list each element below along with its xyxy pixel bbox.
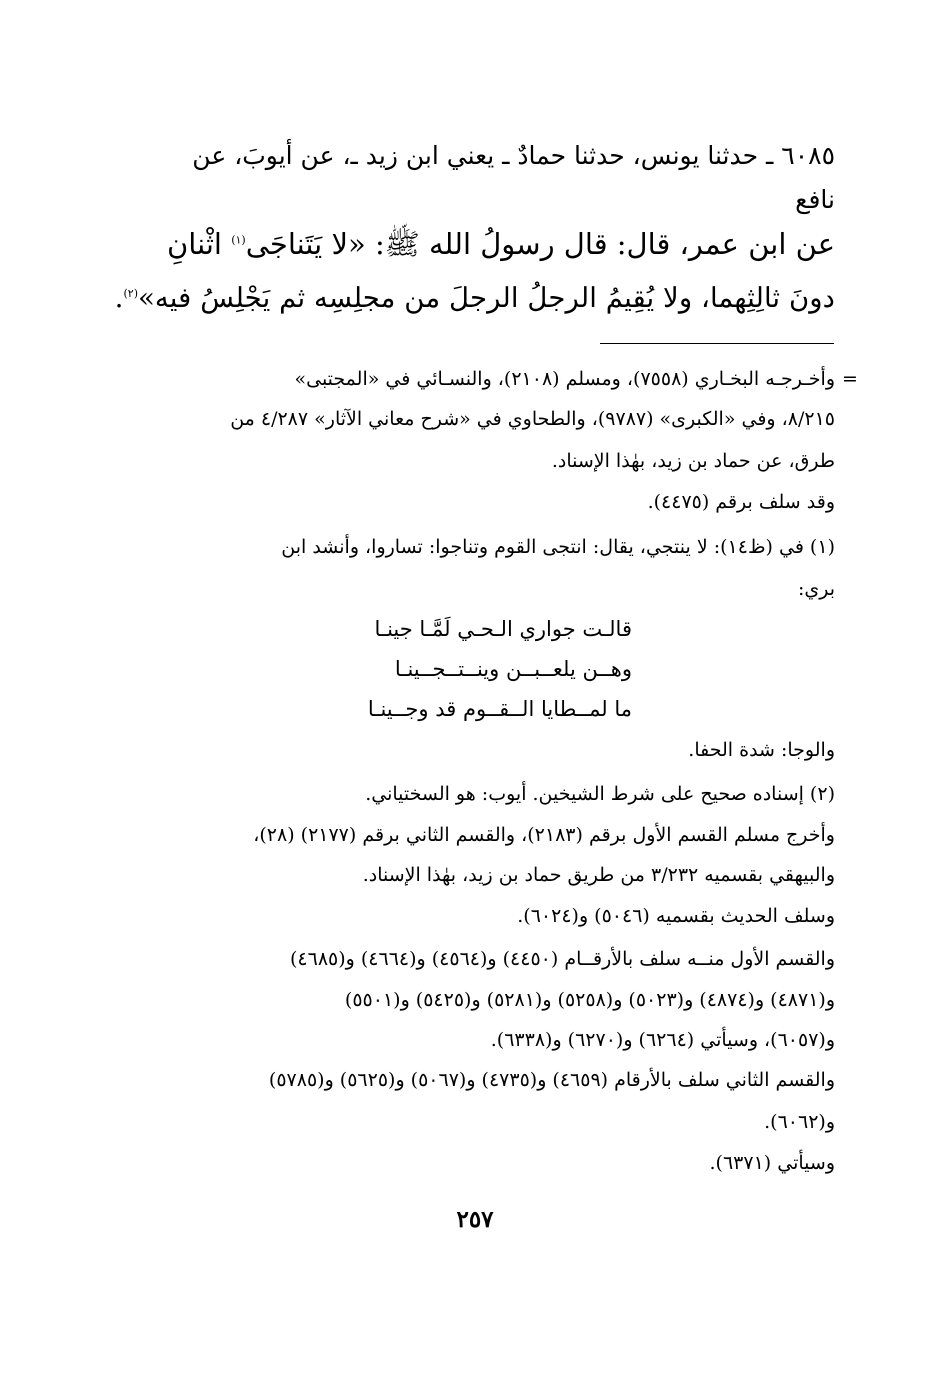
footnote-prev-line-3: طرق، عن حماد بن زيد، بهٰذا الإسناد.: [551, 450, 835, 472]
page-number: ٢٥٧: [456, 1206, 494, 1233]
footnote-2-line-2: وأخرج مسلم القسم الأول برقم (٢١٨٣)، والقسم الثاني برقم (٢١٧٧) (٢٨)،: [253, 824, 835, 846]
footnote-prev-line-1: وأخـرجـه البخـاري (٧٥٥٨)، ومسلم (٢١٠٨)، والنسـائي في «المجتبى»: [294, 368, 835, 390]
continuation-mark: =: [842, 368, 858, 390]
footnote-2-line-6: و(٤٨٧١) و(٤٨٧٤) و(٥٠٢٣) و(٥٢٥٨) و(٥٢٨١) و(٥٤٢٥) و(٥٥٠١): [344, 989, 835, 1011]
hadith-line-3: [166, 227, 835, 261]
footnote-separator: [600, 343, 834, 344]
footnote-2-line-7: و(٦٠٥٧)، وسيأتي (٦٢٦٤) و(٦٢٧٠) و(٦٣٣٨).: [490, 1029, 835, 1051]
footnote-ref-2: (٢): [123, 286, 138, 300]
poem-verse-3: ما لمــطايا الــقــوم قد وجــينـا: [367, 697, 632, 721]
hadith-line-4-text: دونَ ثالِثِهما، ولا يُقِيمُ الرجلُ الرجلَ من مجلِسِه ثم يَجْلِسُ فيه»: [137, 281, 835, 314]
hadith-line-4: [114, 281, 835, 314]
footnote-2-line-5: والقسم الأول منــه سلف بالأرقــام (٤٤٥٠) و(٤٥٦٤) و(٤٦٦٤) و(٤٦٨٥): [290, 948, 835, 970]
hadith-line-2: نافع: [795, 185, 835, 214]
hadith-line-1: ٦٠٨٥ ـ حدثنا يونس، حدثنا حمادٌ ـ يعني ابن زيد ـ، عن أيوبَ، عن: [192, 141, 835, 170]
footnote-2-line-3: والبيهقي بقسميه ٣/٢٣٢ من طريق حماد بن زيد، بهٰذا الإسناد.: [362, 864, 835, 886]
footnote-1-line-3: والوجا: شدة الحفا.: [688, 739, 835, 761]
hadith-line-4-end: .: [114, 281, 124, 314]
hadith-line-3-text: عن ابن عمر، قال: قال رسولُ الله ﷺ: «لا يَتَناجَى: [245, 227, 835, 261]
footnote-prev-line-4: وقد سلف برقم (٤٤٧٥).: [647, 491, 835, 513]
footnote-2-line-9: و(٦٠٦٢).: [764, 1111, 835, 1133]
footnote-2-line-10: وسيأتي (٦٣٧١).: [709, 1152, 835, 1174]
footnote-2-line-8: والقسم الثاني سلف بالأرقام (٤٦٥٩) و(٤٧٣٥) و(٥٠٦٧) و(٥٦٢٥) و(٥٧٨٥): [268, 1069, 835, 1091]
footnote-2-line-1: (٢) إسناده صحيح على شرط الشيخين. أيوب: هو السختياني.: [365, 783, 835, 805]
poem-verse-1: قالـت جواري الـحـي لَمَّـا جينـا: [374, 617, 632, 641]
footnote-prev-line-2: ٨/٢١٥، وفي «الكبرى» (٩٧٨٧)، والطحاوي في «شرح معاني الآثار» ٤/٢٨٧ من: [230, 408, 835, 430]
footnote-ref-1: (١): [231, 233, 246, 247]
footnote-1-line-2: بري:: [797, 578, 835, 600]
poem-verse-2: وهــن يلعــبــن وينــتــجــينـا: [394, 657, 632, 681]
hadith-line-3-end: اثْنانِ: [166, 227, 232, 261]
footnote-2-line-4: وسلف الحديث بقسميه (٥٠٤٦) و(٦٠٢٤).: [517, 905, 835, 927]
footnote-1-line-1: (١) في (ظ١٤): لا ينتجي، يقال: انتجى القوم وتناجوا: تساروا، وأنشد ابن: [281, 536, 835, 558]
